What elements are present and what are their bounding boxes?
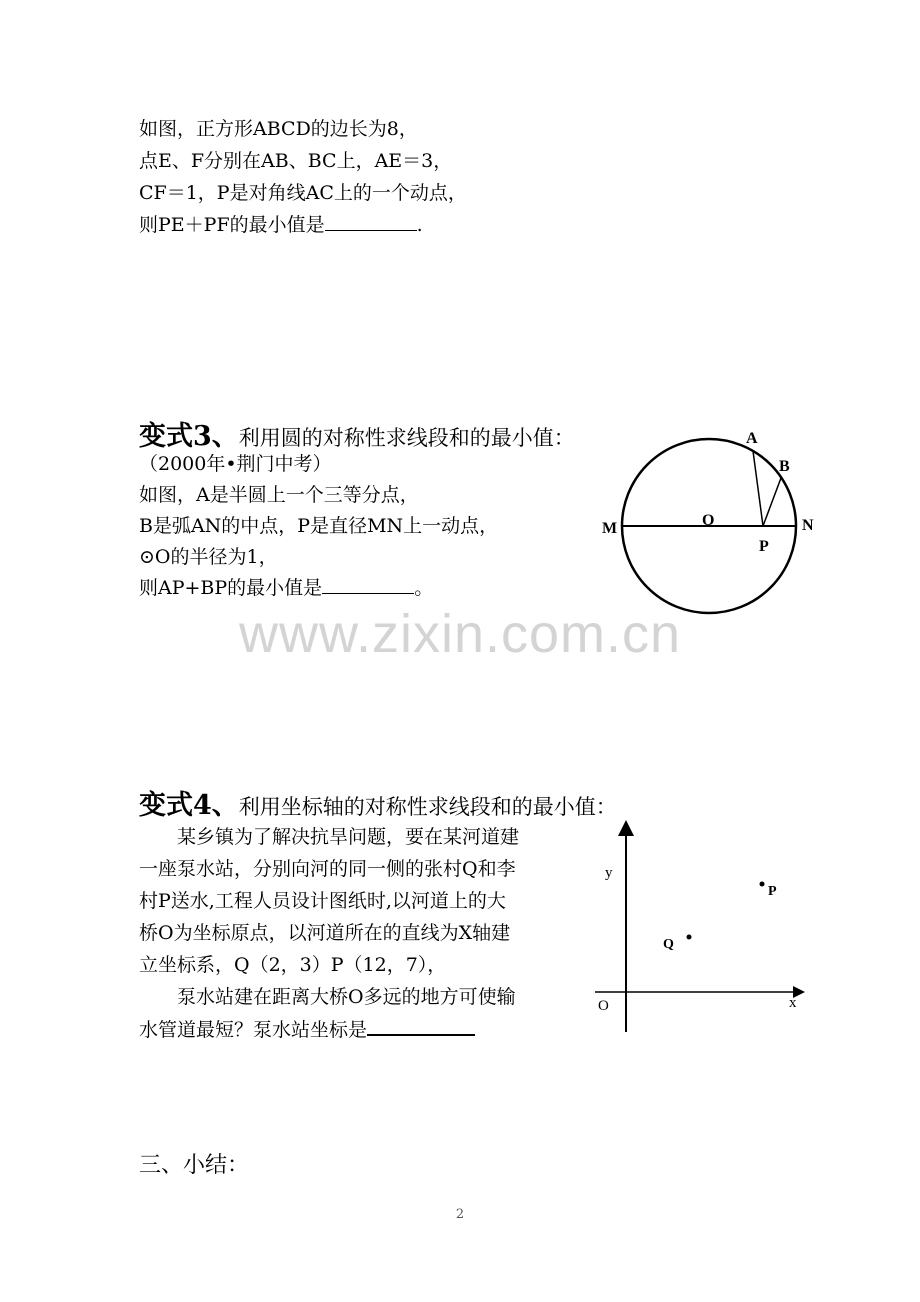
problem1-line-2: 点E、F分别在AB、BC上，AE＝3， <box>139 150 453 172</box>
problem1-question: 则PE＋PF的最小值是 <box>139 214 325 236</box>
variant3-heading <box>139 414 575 453</box>
label-N: N <box>802 517 814 534</box>
variant3-label: 变式3、 <box>139 421 239 452</box>
label-y: y <box>605 865 613 881</box>
label-P: P <box>759 538 769 555</box>
answer-blank <box>322 576 414 594</box>
variant3-period: 。 <box>414 577 434 599</box>
variant4-line-1: 某乡镇为了解决抗旱问题，要在某河道建 <box>139 826 520 848</box>
variant4-line-4: 桥O为坐标原点，以河道所在的直线为X轴建 <box>139 922 511 944</box>
point-Q <box>687 935 692 940</box>
variant3-question: 则AP+BP的最小值是 <box>139 577 323 599</box>
variant3-line-1: 如图，A是半圆上一个三等分点， <box>139 484 419 506</box>
variant4-line-2: 一座泵水站，分别向河的同一侧的张村Q和李 <box>139 858 516 880</box>
segment-BP <box>763 478 781 526</box>
label-P: P <box>768 884 777 899</box>
variant4-question: 水管道最短？泵水站坐标是 <box>139 1019 368 1041</box>
page-number: 2 <box>455 1207 465 1222</box>
variant4-line-5: 立坐标系，Q（2，3）P（12，7）， <box>139 954 447 976</box>
label-M: M <box>602 520 618 537</box>
problem1-period: . <box>416 214 423 236</box>
problem1-line-4 <box>139 213 423 237</box>
variant4-line-7 <box>139 1017 475 1042</box>
variant4-heading <box>139 783 617 822</box>
variant4-line-6: 泵水站建在距离大桥O多远的地方可使输 <box>139 986 516 1008</box>
problem1-line-3: CF＝1，P是对角线AC上的一个动点， <box>139 182 467 204</box>
label-origin: O <box>598 998 609 1014</box>
problem1-line-1: 如图，正方形ABCD的边长为8， <box>139 118 418 140</box>
label-B: B <box>779 458 790 475</box>
answer-blank <box>367 1017 475 1036</box>
variant3-line-4 <box>139 576 433 600</box>
summary-heading: 三、小结： <box>139 1153 250 1178</box>
label-Q: Q <box>663 937 674 952</box>
variant3-source: （2000年•荆门中考） <box>139 453 332 475</box>
label-A: A <box>746 430 758 447</box>
watermark: www.zixin.com.cn <box>238 604 682 664</box>
variant3-title: 利用圆的对称性求线段和的最小值： <box>238 426 575 450</box>
circle-figure <box>595 420 835 625</box>
variant3-line-3: ⊙O的半径为1， <box>139 546 278 568</box>
answer-blank <box>325 213 417 231</box>
segment-AP <box>753 451 763 526</box>
point-P <box>760 882 765 887</box>
variant4-title: 利用坐标轴的对称性求线段和的最小值： <box>238 795 617 819</box>
label-O: O <box>702 512 715 529</box>
variant4-label: 变式4、 <box>139 790 239 821</box>
label-x: x <box>789 995 797 1011</box>
variant3-line-2: B是弧AN的中点，P是直径MN上一动点， <box>139 515 499 537</box>
variant4-line-3: 村P送水,工程人员设计图纸时,以河道上的大 <box>139 890 506 912</box>
coordinate-figure <box>585 820 815 1040</box>
